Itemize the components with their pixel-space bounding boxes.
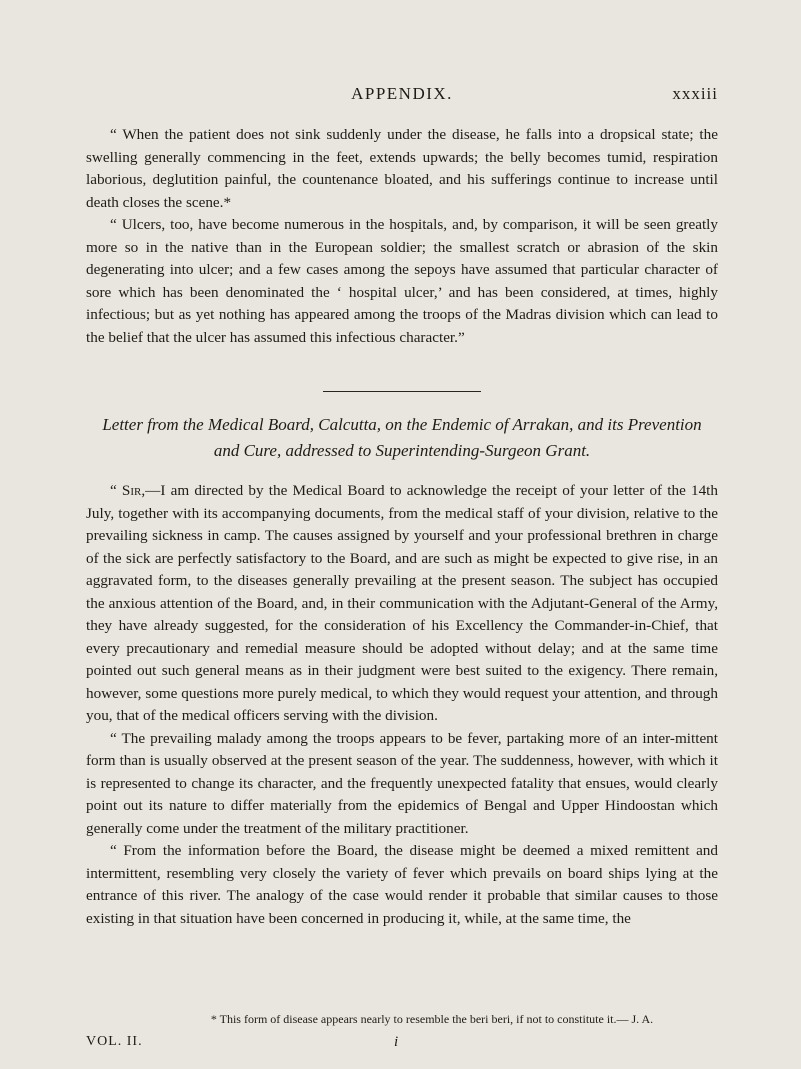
letter-heading: Letter from the Medical Board, Calcutta, on the Endemic of Arrakan, and its Prevention and Cure, addressed to Superintending-Surgeon Grant. bbox=[102, 415, 702, 460]
paragraph-prevailing-malady: “ The prevailing malady among the troops appears to be fever, partaking more of an inter-mittent form than is usually observed at the present season of the year. The suddenness, however, with which it is represented to change its character, and the frequently unexpected fatality that ensues, would clearly point out its nature to differ materially from the epidemics of Bengal and Upper Hindoostan which generally come under the treatment of the military practitioner. bbox=[86, 729, 718, 837]
running-header bbox=[86, 84, 718, 110]
page-number: xxxiii bbox=[672, 84, 718, 103]
footnote: * This form of disease appears nearly to resemble the beri beri, if not to constitute it.— J. A. bbox=[210, 1012, 654, 1026]
running-title: APPENDIX. bbox=[351, 84, 453, 103]
main-text bbox=[86, 124, 718, 930]
section-divider bbox=[323, 391, 481, 392]
page-footer bbox=[86, 1034, 718, 1054]
volume-label: VOL. II. bbox=[86, 1034, 143, 1049]
paragraph-letter-opening-text: —I am directed by the Medical Board to acknowledge the receipt of your letter of the 14th July, together with its accompanying documents, from the medical staff of your division, relative to the prevailing sickness in camp. The causes assigned by yourself and your professional brethren in charge of the sick are perfectly satisfactory to the Board, and are such as might be expected to give rise, in an aggravated form, to the diseases generally prevailing at the present season. The subject has occupied the anxious attention of the Board, and, in their communication with the Adjutant-General of the Army, they have already suggested, for the consideration of his Excellency the Commander-in-Chief, that every precautionary and remedial measure should be adopted without delay; and at the same time pointed out such general means as in their judgment were best suited to the exigency. There remain, however, some questions more purely medical, to which they would request your attention, and through you, that of the medical officers serving with the division. bbox=[86, 482, 719, 724]
salutation: “ Sir, bbox=[110, 482, 146, 499]
signature-mark: i bbox=[394, 1034, 399, 1050]
paragraph-ulcers: “ Ulcers, too, have become numerous in the hospitals, and, by comparison, it will be seen greatly more so in the native than in the European soldier; the smallest scratch or abrasion of the skin degenerating into ulcer; and a few cases among the sepoys have assumed that particular character of sore which has been denominated the ‘ hospital ulcer,’ and has been considered, at times, highly infectious; but as yet nothing has appeared among the troops of the Madras division which can lead to the belief that the ulcer has assumed this infectious character.” bbox=[86, 216, 718, 346]
paragraph-information: “ From the information before the Board, the disease might be deemed a mixed remittent and intermittent, resembling very closely the variety of fever which prevails on board ships lying at the entrance of this river. The analogy of the case would render it probable that similar causes to those existing in that situation have been concerned in producing it, while, at the same time, the bbox=[86, 842, 718, 927]
paragraph-letter-opening bbox=[86, 480, 718, 728]
paragraph-dropsical-state: “ When the patient does not sink suddenly under the disease, he falls into a dropsical state; the swelling generally commencing in the feet, extends upwards; the belly becomes tumid, respiration laborious, deglutition painful, the countenance bloated, and his sufferings continue to increase until death closes the scene.* bbox=[86, 126, 718, 211]
